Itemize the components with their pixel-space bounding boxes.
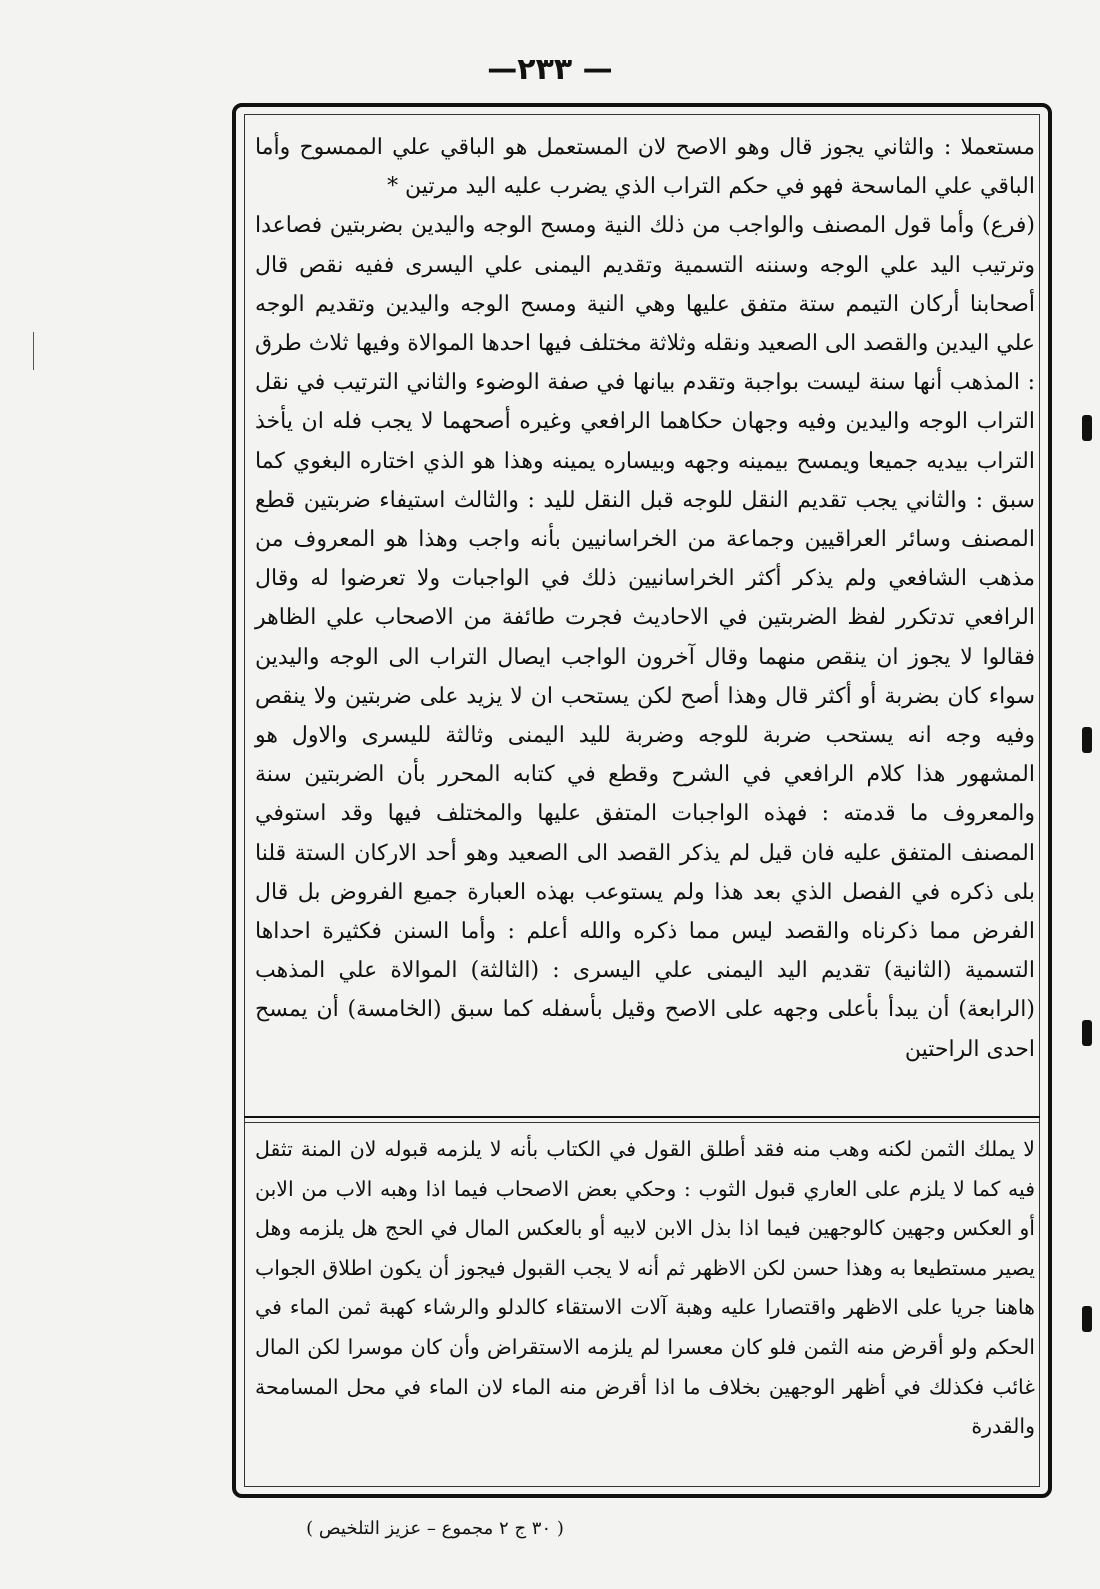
footnote-divider-thin xyxy=(244,1122,1040,1123)
page-footer-signature: ( ٣٠ ج ٢ مجموع – عزيز التلخيص ) xyxy=(306,1518,564,1539)
footnote-divider xyxy=(244,1116,1040,1118)
footnote-paragraph: لا يملك الثمن لكنه وهب منه فقد أطلق القول في الكتاب بأنه لا يلزمه قبوله لان المنة تثقل فيه كما لا يلزم على العاري قبول الثوب : وحكي بعض الاصحاب فيما اذا وهبه الاب من الابن أو العكس وجهين كالوجهين فيما اذا بذل الابن لابيه أو بالعكس المال في الحج هل يلزمه وهل يصير مستطيعا به وهذا حسن لكن الاظهر ثم أنه لا يجب القبول فيجوز أن يكون اطلاق الجواب هاهنا جريا على الاظهر واقتصارا عليه وهبة آلات الاستقاء كالدلو والرشاء كهبة ثمن الماء في الحكم ولو أقرض منه الثمن فلو كان معسرا لم يلزمه الاستقراض وأن كان موسرا لكن المال غائب فكذلك في أظهر الوجهين بخلاف ما اذا أقرض منه الماء لان الماء في محل المسامحة والقدرة xyxy=(255,1137,1035,1439)
margin-scan-mark xyxy=(1082,1306,1092,1332)
main-paragraph: مستعملا : والثاني يجوز قال وهو الاصح لان المستعمل هو الباقي علي الممسوح وأما الباقي علي الماسحة فهو في حكم التراب الذي يضرب عليه اليد مرتين * xyxy=(255,135,1035,200)
page-number: —۲۳۳ — xyxy=(487,52,613,87)
margin-scan-mark xyxy=(1082,415,1092,441)
main-paragraph: (فرع) وأما قول المصنف والواجب من ذلك النية ومسح الوجه واليدين بضربتين فصاعدا وترتيب اليد علي الوجه وسننه التسمية وتقديم اليمنى علي اليسرى ففيه نقص قال أصحابنا أركان التيمم ستة متفق عليها وهي النية ومسح الوجه واليدين وتقديم الوجه علي اليدين والقصد الى الصعيد ونقله وثلاثة مختلف فيها احدها الموالاة وفيها ثلاث طرق : المذهب أنها سنة ليست بواجبة وتقدم بيانها في صفة الوضوء والثاني الترتيب في نقل التراب الوجه واليدين وفيه وجهان حكاهما الرافعي وغيره أصحهما لا يجب فله ان يأخذ التراب بيديه جميعا ويمسح بيمينه وجهه وبيساره يمينه وهذا هو الذي اختاره البغوي كما سبق : والثاني يجب تقديم النقل للوجه قبل النقل لليد : والثالث استيفاء ضربتين قطع المصنف وسائر العراقيين وجماعة من الخراسانيين بأنه واجب وهذا هو المعروف من مذهب الشافعي ولم يذكر أكثر الخراسانيين ذلك في الواجبات ولا تعرضوا له وقال الرافعي تدتكرر لفظ الضربتين في الاحاديث فجرت طائفة من الاصحاب علي الظاهر فقالوا لا يجوز ان ينقص منهما وقال آخرون الواجب ايصال التراب الى الوجه واليدين سواء كان بضربة أو أكثر قال وهذا أصح لكن يستحب ان لا يزيد على ضربتين ولا ينقص وفيه وجه انه يستحب ضربة للوجه وضربة لليد اليمنى وثالثة لليسرى والاول هو المشهور هذا كلام الرافعي في الشرح وقطع في كتابه المحرر بأن الضربتين سنة والمعروف ما قدمته : فهذه الواجبات المتفق عليها والمختلف فيها وقد استوفي المصنف المتفق عليه فان قيل لم يذكر القصد الى الصعيد وهو أحد الاركان الستة قلنا بلى ذكره في الفصل الذي بعد هذا ولم يستوعب بهذه العبارة جميع الفروض بل قال الفرض مما ذكرناه والقصد ليس مما ذكره والله أعلم : وأما السنن فكثيرة احداها التسمية (الثانية) تقديم اليد اليمنى علي اليسرى : (الثالثة) الموالاة علي المذهب (الرابعة) أن يبدأ بأعلى وجهه على الاصح وقيل بأسفله كما سبق (الخامسة) أن يمسح احدى الراحتين xyxy=(255,213,1035,1062)
margin-scan-mark xyxy=(1082,1020,1092,1046)
main-text-block xyxy=(255,128,1035,1069)
footnote-text-block xyxy=(255,1130,1035,1447)
margin-scan-line xyxy=(33,332,34,370)
margin-scan-mark xyxy=(1082,727,1092,753)
